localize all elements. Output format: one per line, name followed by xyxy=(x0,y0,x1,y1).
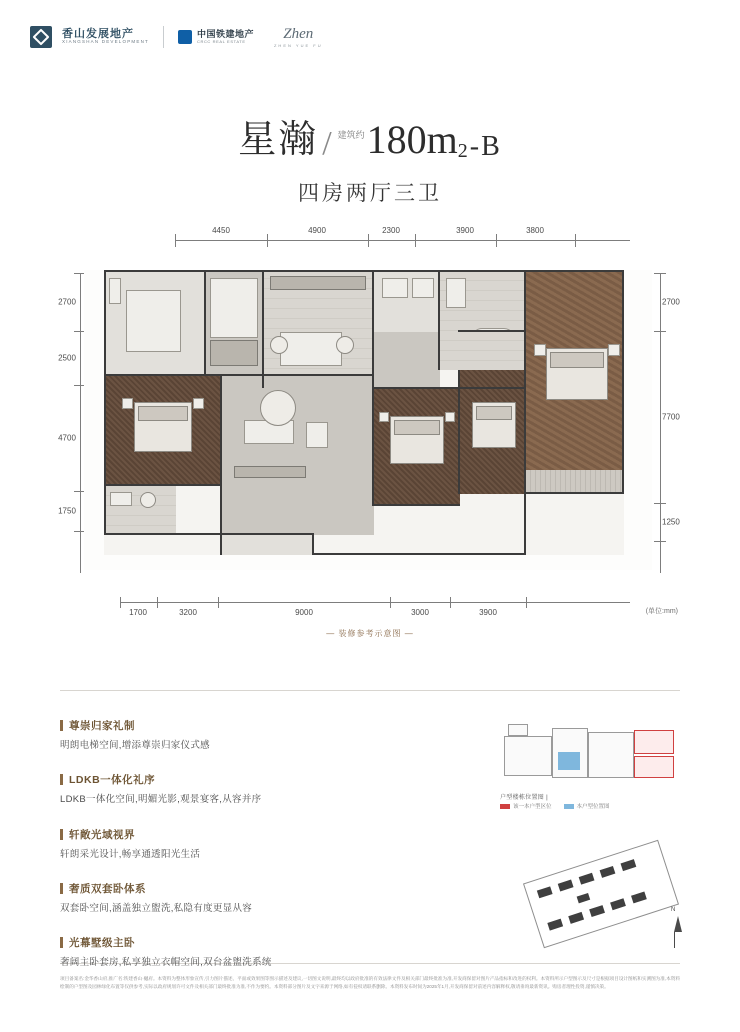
decoration-note: — 装修参考示意图 — xyxy=(326,629,414,638)
feature-text: 双套卧空间,涵盖独立盥洗,私隐有度更显从容 xyxy=(60,902,253,914)
page-title xyxy=(238,108,502,163)
feature-item xyxy=(60,827,390,862)
accent-bar-icon xyxy=(60,883,63,894)
title-slash: / xyxy=(322,125,334,162)
project-logo-script: Zhen xyxy=(283,25,314,42)
logo1-cn: 香山发展地产 xyxy=(62,27,134,40)
right-dim-0: 2700 xyxy=(662,297,680,307)
right-dimension-chain xyxy=(656,273,682,573)
crcc-logo xyxy=(178,30,254,44)
key-plan-caption: 户型楼栋位置图 | xyxy=(500,795,548,801)
feature-title: 奢质双套卧体系 xyxy=(69,882,146,895)
header-logos xyxy=(30,26,323,48)
site-plan xyxy=(520,852,690,952)
legend-label-1: 本户型位置图 xyxy=(576,804,610,810)
key-plan-legend xyxy=(500,802,610,810)
title-block xyxy=(0,108,740,207)
left-dim-1: 2500 xyxy=(58,353,76,363)
crcc-logo-icon xyxy=(178,30,192,44)
legal-disclaimer: 项目备案名:金华香山府,推广名:铁建香山·樾府。本资料为整体形象宣传,引力图片描述、平面或效果图等图示描述及建议,一切图文说明,最终均以政府批准的有效法律文件及相关部门最终批准为准,开发商保留对图片产品指标和改进的权利。本资料所示户型图示及尺寸是根据项目设计图纸和实测图为准,本资料绘制的户型图及园林绿化布置等仅供参考,实际以政府规划许可文件及相关部门最终批准为准,不作为要约。本资料部分图片及文字来源于网络,如有侵权请联系删除。本资料发布时间为2025年1月,开发商保留对前述内容解释权,敬请垂询最新资讯。购房者理性投资,谨慎决策。 xyxy=(60,976,680,989)
legend-swatch-red-icon xyxy=(500,804,510,809)
feature-text: 明朗电梯空间,增添尊崇归家仪式感 xyxy=(60,740,210,751)
feature-item xyxy=(60,881,390,916)
top-dim-4: 3800 xyxy=(526,226,544,235)
project-logo xyxy=(274,27,323,48)
legend-label-0: 该一本户型区位 xyxy=(513,804,552,810)
bottom-dim-1: 3200 xyxy=(179,608,197,617)
xiangshan-logo-text xyxy=(62,29,149,45)
feature-item xyxy=(60,772,390,807)
compass-icon xyxy=(666,907,684,950)
top-dim-3: 3900 xyxy=(456,226,474,235)
feature-title: 尊崇归家礼制 xyxy=(69,720,135,732)
compass-label: N xyxy=(671,907,676,913)
divider-top xyxy=(60,690,680,691)
title-unit: m xyxy=(426,117,458,162)
site-plan-drawing xyxy=(523,840,679,949)
feature-title: 光幕墅级主卧 xyxy=(69,937,135,949)
page-subtitle: 四房两厅三卫 xyxy=(298,181,442,205)
xiangshan-logo-icon xyxy=(30,26,52,48)
logo2-cn: 中国铁建地产 xyxy=(196,28,254,39)
feature-text: 奢阔主卧套房,私享独立衣帽空间,双台盆盥洗系统 xyxy=(60,957,272,968)
project-logo-sub: ZHEN YUE FU xyxy=(273,42,323,48)
legend-swatch-blue-icon xyxy=(564,804,574,809)
logo2-en: CRCC REAL ESTATE xyxy=(196,38,246,44)
logo-divider xyxy=(163,26,164,48)
accent-bar-icon xyxy=(60,829,63,840)
unit-note: (单位:mm) xyxy=(645,608,678,615)
accent-bar-icon xyxy=(60,720,63,731)
title-name: 星瀚 xyxy=(238,119,319,161)
feature-item xyxy=(60,718,390,753)
dim-line xyxy=(175,240,630,241)
title-suffix: -B xyxy=(469,131,502,162)
left-dim-0: 2700 xyxy=(58,297,76,307)
title-area-label: 建筑约 xyxy=(337,129,365,140)
bottom-dim-2: 9000 xyxy=(295,608,313,617)
top-dimension-chain xyxy=(175,226,630,248)
accent-bar-icon xyxy=(60,774,63,785)
bottom-dim-4: 3900 xyxy=(479,608,497,617)
left-dim-3: 1750 xyxy=(58,506,76,516)
right-dim-1: 7700 xyxy=(662,412,680,422)
bottom-dim-0: 1700 xyxy=(129,608,147,617)
accent-bar-icon xyxy=(60,937,63,948)
feature-text: LDKB一体化空间,明媚光影,观景宴客,从容并序 xyxy=(60,794,262,806)
top-dim-1: 4900 xyxy=(308,226,326,235)
right-dim-2: 1250 xyxy=(662,517,680,527)
floorplan-drawing xyxy=(84,270,652,570)
feature-item xyxy=(60,935,390,970)
bottom-dimension-chain xyxy=(120,602,630,624)
key-plan-drawing xyxy=(500,722,680,790)
bottom-dim-3: 3000 xyxy=(411,608,429,617)
feature-title: LDKB一体化礼序 xyxy=(69,774,156,787)
top-dim-2: 2300 xyxy=(382,226,400,235)
left-dimension-chain xyxy=(60,273,84,573)
left-dim-2: 4700 xyxy=(58,433,76,443)
feature-text: 轩朗采光设计,畅享通透阳光生活 xyxy=(60,848,201,860)
title-area: 180 xyxy=(366,117,427,162)
feature-title: 轩敞光域视界 xyxy=(69,828,135,841)
floorplan-section xyxy=(60,218,680,638)
top-dim-0: 4450 xyxy=(212,226,230,235)
key-plan xyxy=(500,722,680,812)
title-unit-sup: 2 xyxy=(457,140,470,162)
feature-list xyxy=(60,718,390,989)
logo1-en: XIANGSHAN DEVELOPMENT xyxy=(62,39,149,45)
